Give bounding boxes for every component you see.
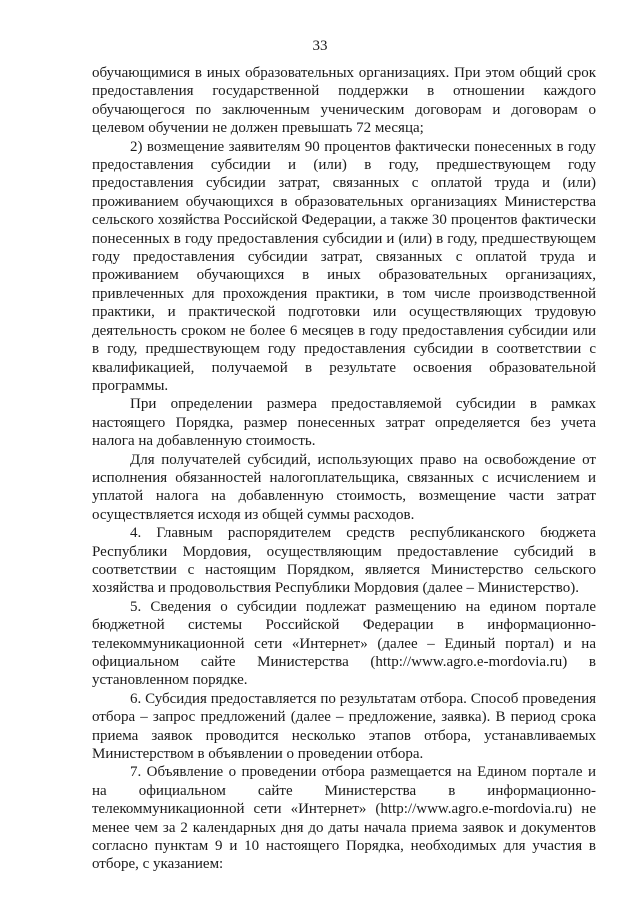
paragraph-item-6: 6. Субсидия предоставляется по результатам отбора. Способ проведения отбора – запрос предложений (далее – предложение, заявка). В период срока приема заявок проводится несколько этапов отбора, устанавливаемых Министерством в объявлении о проведении отбора. xyxy=(92,690,596,763)
paragraph-item-5: 5. Сведения о субсидии подлежат размещению на едином портале бюджетной системы Российской Федерации в информационно-телекоммуникационной сети «Интернет» (далее – Единый портал) и на официальном сайте Министерства (http://www.agro.e-mordovia.ru) в установленном порядке. xyxy=(92,598,596,689)
page-number: 33 xyxy=(312,38,328,54)
paragraph-item-2: 2) возмещение заявителям 90 процентов фактически понесенных в году предоставления субсидии и (или) в году, предшествующем году предоставления субсидии затрат, связанных с оплатой труда и (или) проживанием обучающихся в образовательных организациях Министерства сельского хозяйства Российской Федерации, а также 30 процентов фактически понесенных в году предоставления субсидии и (или) в году, предшествующем году предоставления субсидии затрат, связанных с оплатой труда и проживанием обучающихся в иных образовательных организациях, привлеченных для прохождения практики, в том числе производственной практики, и практической подготовки или осуществляющих трудовую деятельность сроком не более 6 месяцев в году предоставления субсидии или в году, предшествующем году предоставления субсидии в соответствии с квалификацией, получаемой в результате освоения образовательной программы. xyxy=(92,138,596,394)
paragraph-item-4: 4. Главным распорядителем средств республиканского бюджета Республики Мордовия, осуществляющим предоставление субсидий в соответствии с настоящим Порядком, является Министерство сельского хозяйства и продовольствия Республики Мордовия (далее – Министерство). xyxy=(92,525,596,597)
document-body xyxy=(92,64,596,874)
paragraph-item-7: 7. Объявление о проведении отбора размещается на Едином портале и на официальном сайте Министерства в информационно-телекоммуникационной сети «Интернет» (http://www.agro.e-mordovia.ru) не менее чем за 2 календарных дня до даты начала приема заявок и документов согласно пунктам 9 и 10 настоящего Порядка, необходимых для участия в отборе, с указанием: xyxy=(92,764,596,873)
paragraph-vat-note: При определении размера предоставляемой субсидии в рамках настоящего Порядка, размер понесенных затрат определяется без учета налога на добавленную стоимость. xyxy=(92,396,596,450)
paragraph-continuation: обучающимися в иных образовательных организациях. При этом общий срок предоставления государственной поддержки в отношении каждого обучающегося по заключенным ученическим договорам и договорам о целевом обучении не должен превышать 72 месяца; xyxy=(92,65,596,137)
paragraph-vat-exemption: Для получателей субсидий, использующих право на освобождение от исполнения обязанностей налогоплательщика, связанных с исчислением и уплатой налога на добавленную стоимость, возмещение части затрат осуществляется исходя из общей суммы расходов. xyxy=(92,451,596,523)
